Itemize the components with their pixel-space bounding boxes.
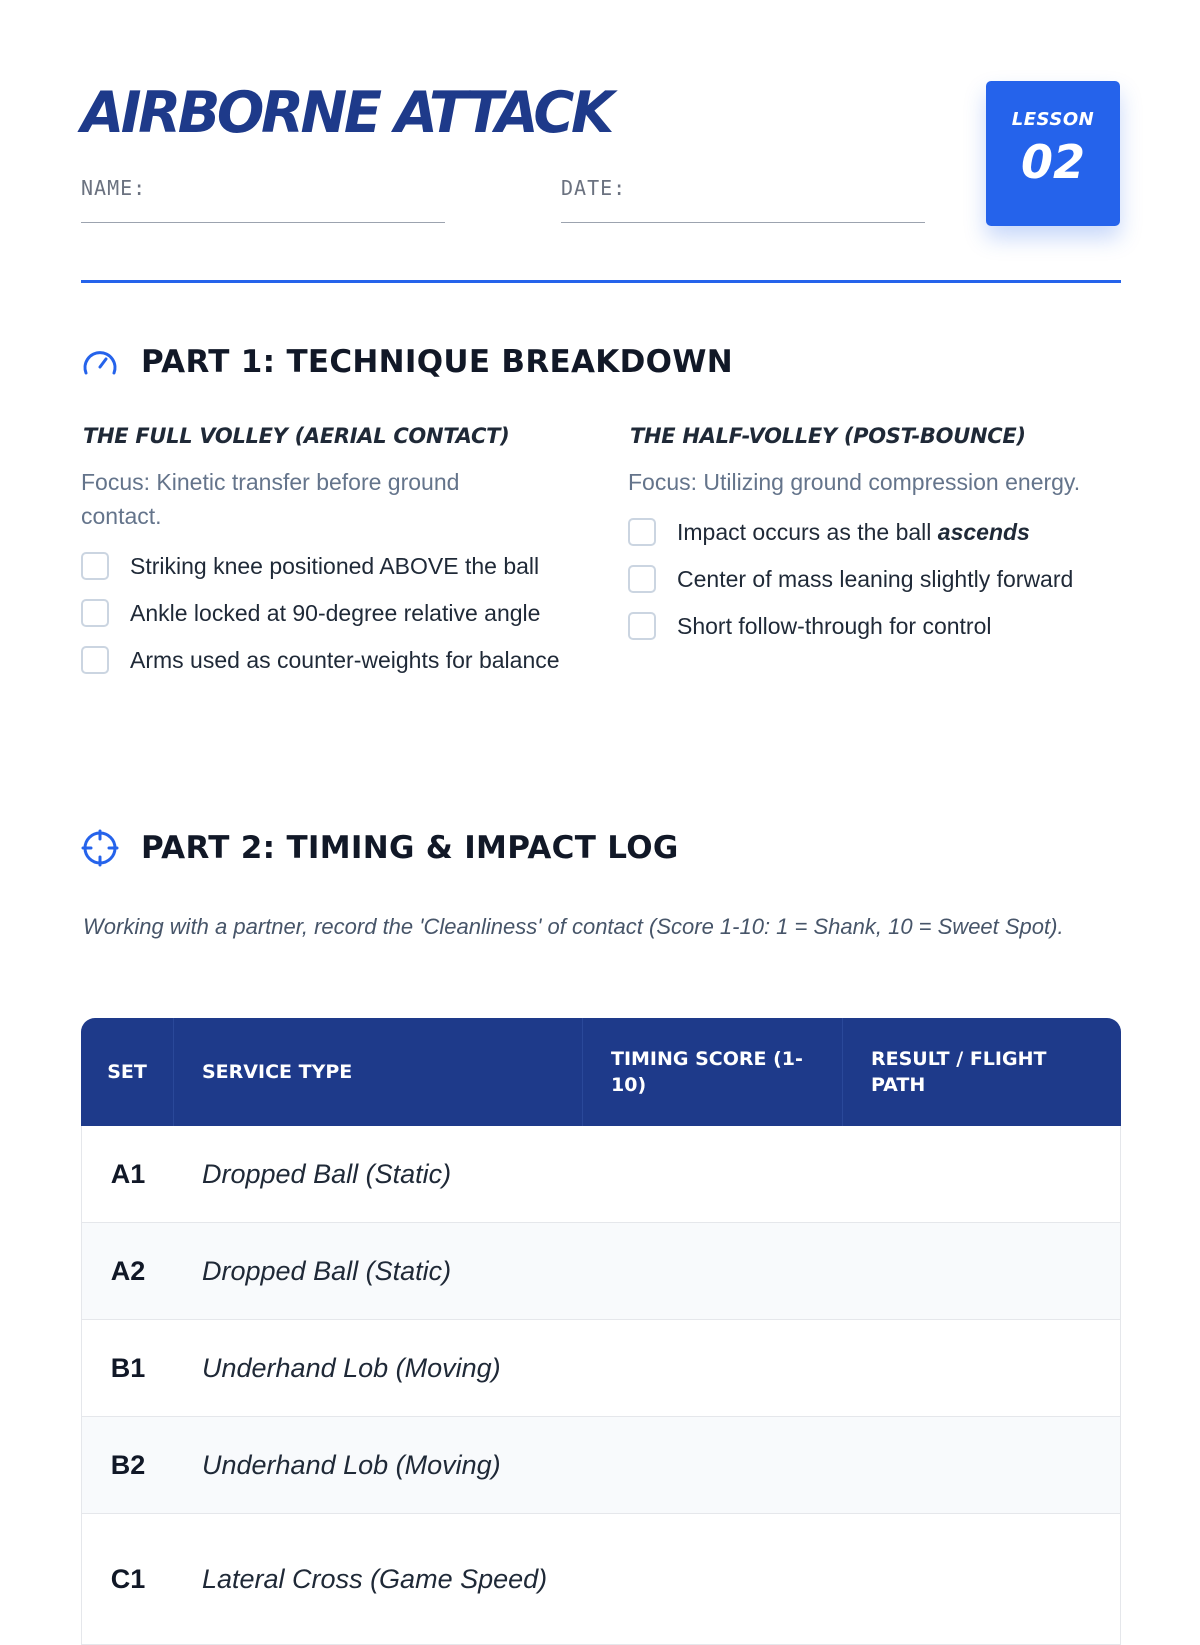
set-cell: B2 [81,1417,174,1514]
checklist-label: Ankle locked at 90-degree relative angle [130,600,541,626]
table-row [81,1126,1121,1223]
timing-score-cell[interactable] [583,1417,843,1514]
lesson-number: 02 [1020,135,1085,189]
column-header-service-type: SERVICE TYPE [174,1018,583,1126]
date-line[interactable] [561,222,925,223]
date-field[interactable] [561,176,925,223]
checklist-label-text: Impact occurs as the ball [677,519,938,545]
checklist-item[interactable] [628,515,1128,549]
part1-header [81,343,733,381]
result-cell[interactable] [843,1514,1121,1645]
timing-score-cell[interactable] [583,1514,843,1645]
part2-title: PART 2: TIMING & IMPACT LOG [141,830,679,866]
full-volley-title: THE FULL VOLLEY (AERIAL CONTACT) [83,424,510,448]
checkbox[interactable] [81,599,109,627]
checklist-label-emphasis: ascends [937,519,1030,545]
timing-log-table [81,1018,1121,1645]
gauge-icon [81,343,119,381]
name-label: NAME: [81,176,147,200]
part2-header [81,829,679,867]
set-cell: A2 [81,1223,174,1320]
table-row [81,1223,1121,1320]
column-header-set: SET [81,1018,174,1126]
checklist-label: Arms used as counter-weights for balance [130,647,560,673]
checkbox[interactable] [81,552,109,580]
lesson-label: LESSON [1011,109,1095,130]
column-header-timing-score: TIMING SCORE (1-10) [583,1018,843,1126]
checkbox[interactable] [81,646,109,674]
full-volley-column [81,424,581,690]
table-row [81,1320,1121,1417]
timing-score-cell[interactable] [583,1126,843,1223]
checklist-label: Center of mass leaning slightly forward [677,566,1074,592]
checklist-label: Striking knee positioned ABOVE the ball [130,553,540,579]
timing-score-cell[interactable] [583,1223,843,1320]
half-volley-column [628,424,1128,656]
service-type-cell: Lateral Cross (Game Speed) [174,1514,583,1645]
checklist-label [677,515,1030,549]
checklist-item[interactable] [81,596,581,630]
checkbox[interactable] [628,518,656,546]
result-cell[interactable] [843,1320,1121,1417]
crosshair-icon [81,829,119,867]
timing-score-cell[interactable] [583,1320,843,1417]
column-header-result: RESULT / FLIGHT PATH [843,1018,1121,1126]
header-divider [81,280,1121,283]
log-instructions: Working with a partner, record the 'Cleanliness' of contact (Score 1-10: 1 = Shank, 10 = Sweet Spot). [83,914,1064,939]
checklist-item[interactable] [628,562,1128,596]
set-cell: C1 [81,1514,174,1645]
checklist-item[interactable] [81,549,581,583]
lesson-badge [986,81,1120,226]
checkbox[interactable] [628,565,656,593]
name-field[interactable] [81,176,445,223]
half-volley-title: THE HALF-VOLLEY (POST-BOUNCE) [630,424,1026,448]
service-type-cell: Underhand Lob (Moving) [174,1417,583,1514]
result-cell[interactable] [843,1126,1121,1223]
checkbox[interactable] [628,612,656,640]
name-line[interactable] [81,222,445,223]
result-cell[interactable] [843,1223,1121,1320]
half-volley-focus: Focus: Utilizing ground compression energy. [628,469,1081,495]
service-type-cell: Underhand Lob (Moving) [174,1320,583,1417]
table-header-row [81,1018,1121,1126]
table-row [81,1417,1121,1514]
set-cell: B1 [81,1320,174,1417]
table-row [81,1514,1121,1645]
set-cell: A1 [81,1126,174,1223]
service-type-cell: Dropped Ball (Static) [174,1223,583,1320]
page-title: AIRBORNE ATTACK [81,80,611,146]
service-type-cell: Dropped Ball (Static) [174,1126,583,1223]
checklist-item[interactable] [81,643,581,677]
result-cell[interactable] [843,1417,1121,1514]
full-volley-focus: Focus: Kinetic transfer before ground contact. [81,469,460,529]
part1-title: PART 1: TECHNIQUE BREAKDOWN [141,344,734,380]
checklist-label: Short follow-through for control [677,613,992,639]
checklist-item[interactable] [628,609,1128,643]
date-label: DATE: [561,176,627,200]
